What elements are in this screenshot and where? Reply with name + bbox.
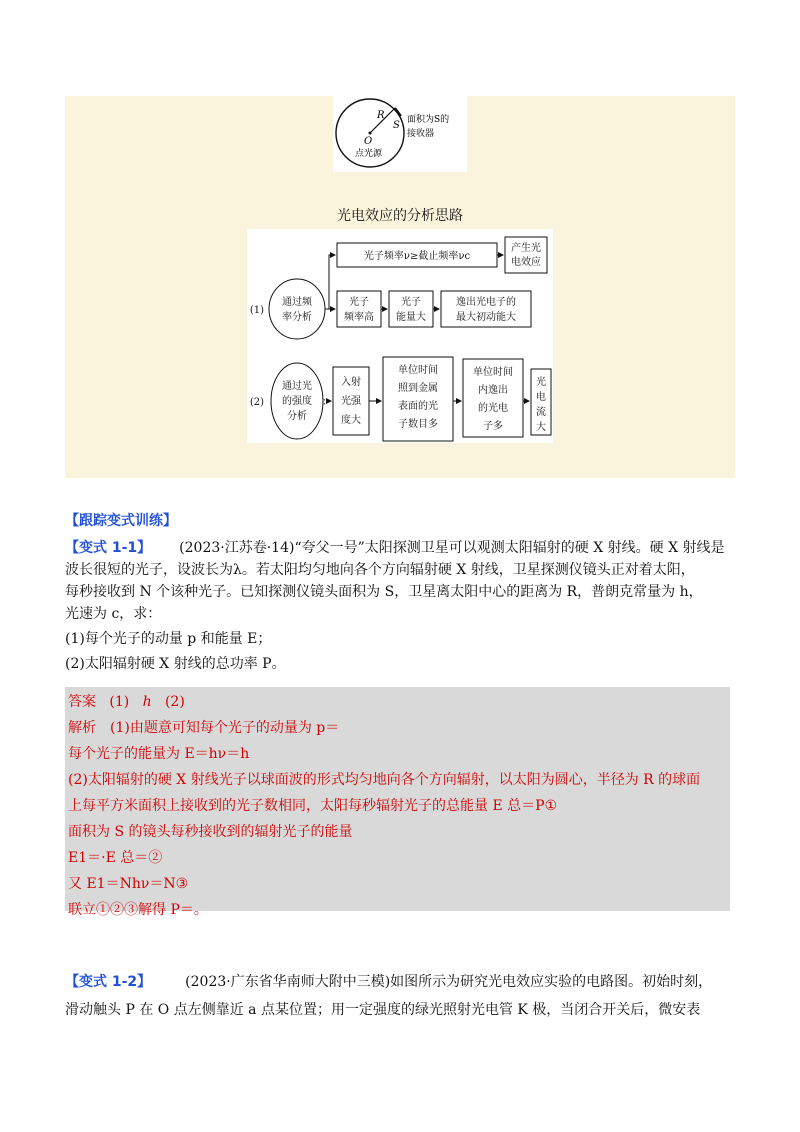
label-receiver-2: 接收器 bbox=[407, 129, 435, 139]
analysis-line1: 解析 (1)由题意可知每个光子的动量为 p＝ bbox=[68, 720, 340, 736]
row2-oval-line2: 的强度 bbox=[282, 396, 312, 407]
top-condition: 光子频率ν≥截止频率νc bbox=[363, 251, 471, 262]
row2-box2-line1: 单位时间 bbox=[398, 365, 438, 376]
row2-box3-line3: 的光电 bbox=[478, 403, 508, 414]
analysis-line7: 又 E1＝Nhν＝N③ bbox=[68, 876, 189, 892]
row1-oval-line2: 率分析 bbox=[282, 312, 312, 323]
analysis-line4: 上每平方米面积上接收到的光子数相同，太阳每秒辐射光子的总能量 E 总＝P① bbox=[68, 798, 558, 814]
row2-box2-line2: 照到金属 bbox=[398, 383, 438, 394]
q1-line5: (1)每个光子的动量 p 和能量 E； bbox=[65, 631, 272, 647]
q1-line1: (2023·江苏卷·14)“夸父一号”太阳探测卫星可以观测太阳辐射的硬 X 射线。硬 X 射线是 bbox=[179, 540, 725, 556]
row1-box3-line2: 最大初动能大 bbox=[456, 312, 516, 323]
answer-box bbox=[65, 687, 730, 918]
row2-box2-line3: 表面的光 bbox=[398, 401, 438, 412]
analysis-line2: 每个光子的能量为 E＝hν＝h bbox=[68, 746, 250, 762]
row2-box4-line2: 电 bbox=[536, 392, 546, 403]
row2-number: (2) bbox=[249, 397, 265, 408]
row2-box4-line4: 大 bbox=[536, 422, 546, 433]
row2-oval-line1: 通过光 bbox=[282, 381, 312, 392]
label-receiver-1: 面积为S的 bbox=[407, 115, 450, 125]
section-title: 【跟踪变式训练】 bbox=[65, 513, 177, 529]
q1-line3: 每秒接收到 N 个该种光子。已知探测仪镜头面积为 S，卫星离太阳中心的距离为 R，普朗克常量为 h， bbox=[65, 584, 703, 600]
question-tag-2: 【变式 1-2】 bbox=[65, 974, 152, 990]
question-1-2 bbox=[65, 971, 735, 1021]
row1-box2-line1: 光子 bbox=[401, 297, 421, 308]
analysis-line6: E1＝·E 总＝② bbox=[68, 850, 163, 866]
row2-oval-line3: 分析 bbox=[287, 411, 307, 422]
figure-caption: 光电效应的分析思路 bbox=[337, 208, 463, 224]
question-tag: 【变式 1-1】 bbox=[65, 540, 152, 556]
q2-line1: (2023·广东省华南师大附中三模)如图所示为研究光电效应实验的电路图。初始时刻， bbox=[185, 974, 713, 990]
row2-box1-line2: 光强 bbox=[341, 396, 361, 407]
row1-box1-line1: 光子 bbox=[349, 297, 369, 308]
row2-box1-line3: 度大 bbox=[341, 415, 361, 426]
q2-line2: 滑动触头 P 在 O 点左侧靠近 a 点某位置；用一定强度的绿光照射光电管 K 极，当闭合开关后，微安表 bbox=[65, 1002, 701, 1018]
label-s: S bbox=[393, 120, 400, 131]
photoelectric-flowchart bbox=[247, 229, 553, 443]
row1-box1-line2: 频率高 bbox=[344, 312, 374, 323]
row2-box3-line4: 子多 bbox=[483, 421, 503, 432]
analysis-line3: (2)太阳辐射的硬 X 射线光子以球面波的形式均匀地向各个方向辐射，以太阳为圆心，半径为 R 的球面 bbox=[68, 772, 701, 788]
q1-line4: 光速为 c，求： bbox=[65, 606, 162, 622]
analysis-line8: 联立①②③解得 P＝。 bbox=[68, 902, 208, 918]
answer-part2: (2) bbox=[164, 694, 185, 710]
row1-box2-line2: 能量大 bbox=[396, 312, 426, 323]
row2-box3-line2: 内逸出 bbox=[478, 385, 508, 396]
analysis-line5: 面积为 S 的镜头每秒接收到的辐射光子的能量 bbox=[68, 824, 353, 840]
row2-box2-line4: 子数目多 bbox=[398, 419, 438, 430]
q1-line2: 波长很短的光子，设波长为λ。若太阳均匀地向各个方向辐射硬 X 射线，卫星探测仪镜头正对着太阳， bbox=[65, 562, 695, 578]
label-o: O bbox=[364, 136, 373, 147]
row2-box4-line1: 光 bbox=[536, 377, 546, 388]
question-1-1 bbox=[65, 537, 735, 675]
row2-box4-line3: 流 bbox=[536, 407, 546, 418]
row2-colon: ： bbox=[322, 397, 332, 408]
row1-number: (1) bbox=[249, 305, 265, 316]
label-r: R bbox=[377, 110, 385, 121]
answer-h: h bbox=[142, 694, 152, 710]
top-result-line2: 电效应 bbox=[511, 257, 541, 268]
q1-line6: (2)太阳辐射硬 X 射线的总功率 P。 bbox=[65, 656, 286, 672]
row1-oval-line1: 通过频 bbox=[282, 297, 312, 308]
row1-box3-line1: 逸出光电子的 bbox=[456, 297, 516, 308]
top-result-line1: 产生光 bbox=[511, 243, 541, 254]
row2-box3-line1: 单位时间 bbox=[473, 367, 513, 378]
row2-box1-line1: 入射 bbox=[341, 377, 361, 388]
answer-label: 答案 bbox=[68, 694, 96, 710]
point-source-figure bbox=[333, 96, 467, 172]
label-point-source: 点光源 bbox=[355, 149, 383, 159]
answer-part1: (1) bbox=[109, 694, 130, 710]
